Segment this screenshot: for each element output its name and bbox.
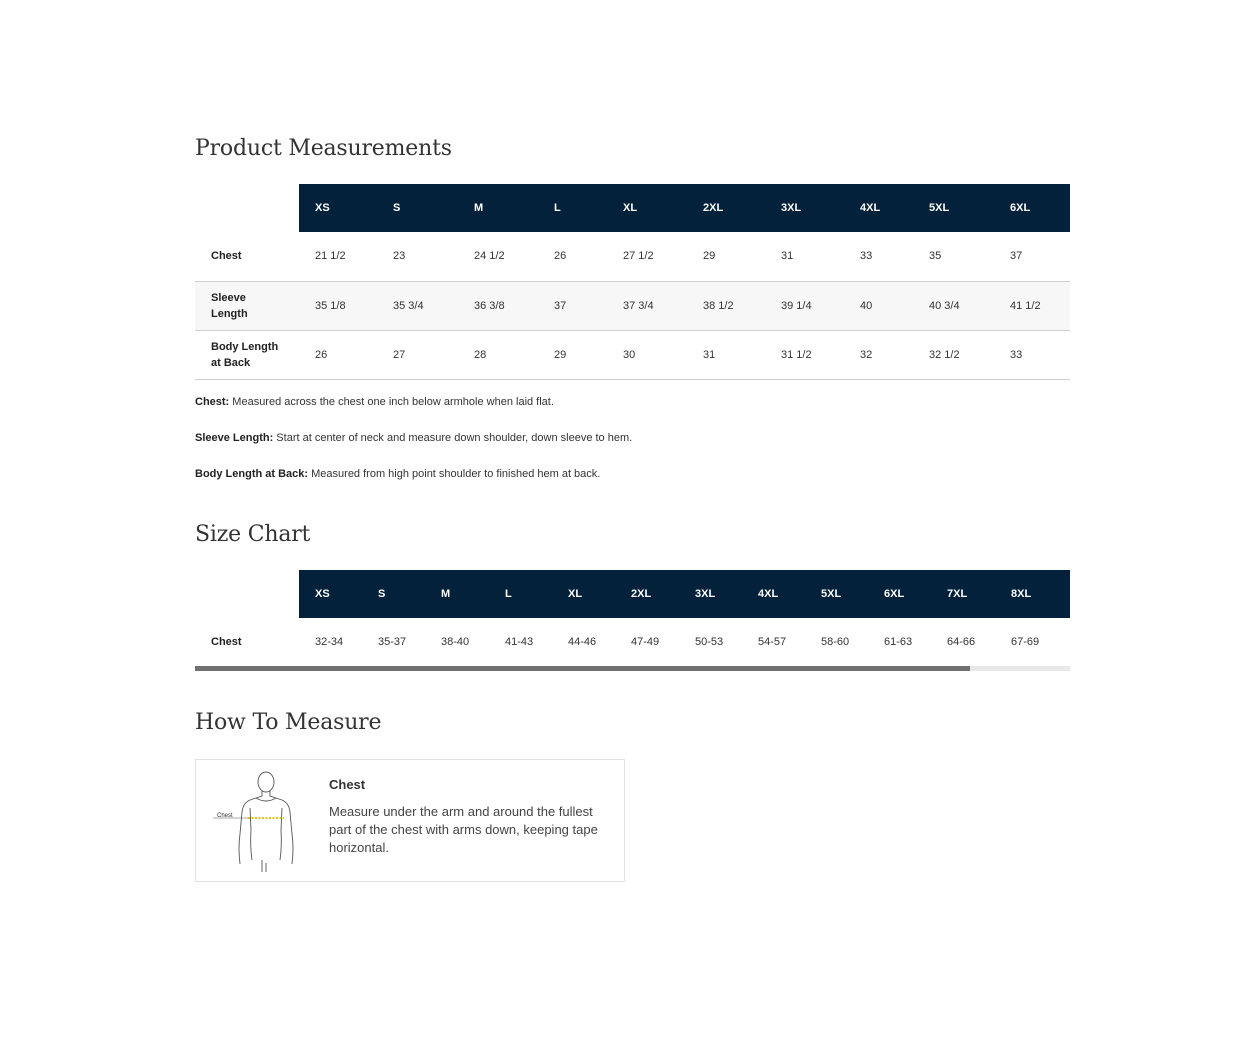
table-cell: 47-49: [631, 636, 660, 649]
table-cell: 50-53: [695, 636, 724, 649]
table-cell: 31: [703, 348, 716, 361]
table-cell: 36 3/8: [474, 299, 505, 312]
header-corner: [195, 184, 299, 232]
table-cell: 58-60: [821, 636, 850, 649]
size-header-row: [195, 184, 1070, 232]
product-measurements-table-wrap: [195, 184, 1070, 380]
note-text: Start at center of neck and measure down shoulder, down sleeve to hem.: [273, 432, 633, 444]
size-chart-section: [195, 522, 1070, 547]
product-measurements-section: [195, 136, 1070, 161]
size-chart-title: Size Chart: [195, 522, 311, 547]
table-cell: 35 1/8: [315, 299, 346, 312]
note-term: Chest:: [195, 396, 230, 408]
size-header-7xl: 7XL: [931, 570, 995, 618]
size-header-6xl: 6XL: [994, 184, 1070, 232]
note-sleeve-length: [195, 430, 1070, 446]
size-header-s: S: [362, 570, 425, 618]
table-cell: 31 1/2: [781, 348, 812, 361]
header-corner: [195, 570, 299, 618]
note-chest: [195, 394, 1070, 410]
figure-label: Chest: [217, 813, 233, 819]
chest-measure-illustration: [210, 768, 310, 874]
table-cell: 40 3/4: [929, 299, 960, 312]
table-cell: 26: [554, 250, 567, 263]
table-row: [195, 232, 1070, 281]
table-cell: 38 1/2: [703, 299, 734, 312]
size-header-xs: XS: [299, 184, 377, 232]
how-to-measure-section: [195, 710, 1070, 735]
size-header-row: [195, 570, 1070, 618]
table-cell: 32: [860, 348, 873, 361]
size-header-2xl: 2XL: [687, 184, 765, 232]
table-cell: 61-63: [884, 636, 913, 649]
product-measurements-table: [195, 184, 1070, 380]
table-cell: 64-66: [947, 636, 976, 649]
table-cell: 33: [860, 250, 873, 263]
body-figure-icon: [210, 768, 310, 874]
size-chart-table-wrap: [195, 570, 1070, 668]
size-header-2xl: 2XL: [615, 570, 679, 618]
table-cell: 37: [554, 299, 567, 312]
size-header-m: M: [425, 570, 489, 618]
scrollbar-thumb[interactable]: [195, 666, 970, 671]
horizontal-scrollbar[interactable]: [195, 666, 1070, 671]
table-cell: 32 1/2: [929, 348, 960, 361]
size-header-4xl: 4XL: [844, 184, 913, 232]
note-body-length: [195, 466, 1070, 482]
table-cell: 24 1/2: [474, 250, 505, 263]
table-cell: 21 1/2: [315, 250, 346, 263]
table-cell: 40: [860, 299, 873, 312]
table-cell: 54-57: [758, 636, 787, 649]
size-header-xl: XL: [607, 184, 687, 232]
note-term: Sleeve Length:: [195, 432, 274, 444]
size-header-4xl: 4XL: [742, 570, 805, 618]
note-text: Measured from high point shoulder to finished hem at back.: [308, 468, 601, 480]
table-cell: 67-69: [1011, 636, 1040, 649]
table-cell: 35 3/4: [393, 299, 424, 312]
table-cell: 29: [703, 250, 716, 263]
size-header-l: L: [538, 184, 607, 232]
size-header-xl: XL: [552, 570, 615, 618]
measure-card-chest: [195, 759, 625, 882]
table-cell: 33: [1010, 348, 1023, 361]
table-cell: 26: [315, 348, 328, 361]
table-cell: 35: [929, 250, 942, 263]
table-cell: 23: [393, 250, 406, 263]
size-header-5xl: 5XL: [805, 570, 868, 618]
table-cell: 27: [393, 348, 406, 361]
table-cell: 31: [781, 250, 794, 263]
table-row: [195, 281, 1070, 330]
table-cell: 28: [474, 348, 487, 361]
size-header-l: L: [489, 570, 552, 618]
measure-card-description: Measure under the arm and around the fullest part of the chest with arms down, keeping tape horizontal.: [329, 804, 598, 855]
size-header-xs: XS: [299, 570, 362, 618]
note-text: Measured across the chest one inch below armhole when laid flat.: [229, 396, 554, 408]
table-row: [195, 618, 1070, 667]
row-label: Body Length at Back: [211, 340, 279, 369]
row-label: Chest: [211, 636, 242, 649]
measure-card-title: Chest: [329, 777, 366, 792]
table-cell: 27 1/2: [623, 250, 654, 263]
size-header-6xl: 6XL: [868, 570, 931, 618]
size-header-m: M: [458, 184, 538, 232]
size-header-8xl: 8XL: [995, 570, 1070, 618]
size-header-3xl: 3XL: [765, 184, 844, 232]
table-cell: 44-46: [568, 636, 597, 649]
table-cell: 41 1/2: [1010, 299, 1041, 312]
size-chart-table: [195, 570, 1070, 668]
table-cell: 29: [554, 348, 567, 361]
size-header-3xl: 3XL: [679, 570, 742, 618]
table-cell: 37 3/4: [623, 299, 654, 312]
table-cell: 35-37: [378, 636, 407, 649]
measurement-notes: [195, 394, 1070, 502]
table-cell: 41-43: [505, 636, 534, 649]
row-label: Sleeve Length: [211, 291, 248, 320]
how-to-measure-title: How To Measure: [195, 710, 382, 735]
product-measurements-title: Product Measurements: [195, 136, 452, 161]
row-label: Chest: [211, 250, 242, 263]
size-header-5xl: 5XL: [913, 184, 994, 232]
table-cell: 32-34: [315, 636, 344, 649]
table-cell: 38-40: [441, 636, 470, 649]
table-row: [195, 330, 1070, 379]
size-header-s: S: [377, 184, 458, 232]
note-term: Body Length at Back:: [195, 468, 309, 480]
table-cell: 30: [623, 348, 636, 361]
table-cell: 37: [1010, 250, 1023, 263]
table-cell: 39 1/4: [781, 299, 812, 312]
